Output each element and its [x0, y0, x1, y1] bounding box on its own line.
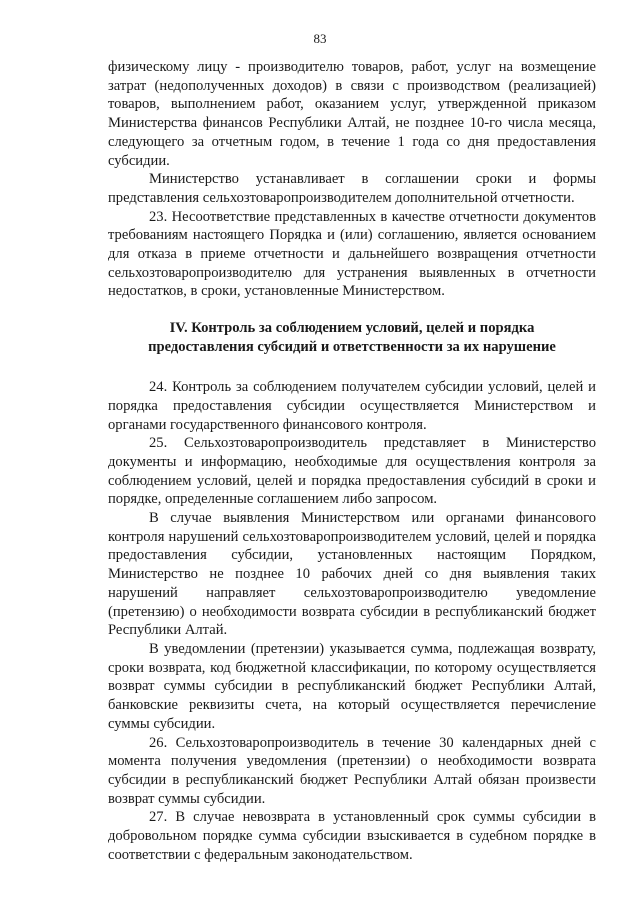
paragraph-27: 27. В случае невозврата в установленный срок суммы субсидии в добровольном порядке сумма субсидии взыскивается в судебном порядке в соответствии с федеральным законодательством.: [108, 809, 596, 863]
paragraph-24: 24. Контроль за соблюдением получателем субсидии условий, целей и порядка предоставления субсидии осуществляется Министерством и органами государственного финансового контроля.: [108, 379, 596, 433]
paragraph-continuation: физическому лицу - производителю товаров, работ, услуг на возмещение затрат (недополученных доходов) в связи с производством (реализацией) товаров, выполнением работ, оказанием услуг, утвержденной приказом Министерства финансов Республики Алтай, не позднее 10-го числа месяца, следующего за отчетным годом, в течение 1 года со дня предоставления субсидии.: [108, 59, 596, 169]
section-heading-line-1: IV. Контроль за соблюдением условий, целей и порядка: [169, 320, 535, 337]
document-body: [108, 58, 596, 864]
paragraph-23: 23. Несоответствие представленных в качестве отчетности документов требованиям настоящего Порядка и (или) соглашению, является основанием для отказа в приеме отчетности и дальнейшего возвращения отчетности сельхозтоваропроизводителю для устранения выявленных в отчетности недостатков, в сроки, установленные Министерством.: [108, 208, 596, 300]
paragraph-claim-details: В уведомлении (претензии) указывается сумма, подлежащая возврату, сроки возврата, код бюджетной классификации, по которому осуществляется возврат суммы субсидии в республиканский бюджет Республики Алтай, банковские реквизиты счета, на который осуществляется перечисление суммы субсидии.: [108, 640, 596, 732]
paragraph-additional-reporting: Министерство устанавливает в соглашении сроки и формы представления сельхозтоваропроизводителем дополнительной отчетности.: [108, 171, 596, 206]
section-heading-line-2: предоставления субсидий и ответственности за их нарушение: [148, 339, 556, 356]
section-heading-iv: [108, 301, 596, 378]
paragraph-violation-notice: В случае выявления Министерством или органами финансового контроля нарушений сельхозтоваропроизводителем условий, целей и порядка предоставления субсидии, установленных настоящим Порядком, Министерство не позднее 10 рабочих дней со дня выявления таких нарушений направляет сельхозтоваропроизводителю уведомление (претензию) о необходимости возврата субсидии в республиканский бюджет Республики Алтай.: [108, 510, 596, 639]
paragraph-25: 25. Сельхозтоваропроизводитель представляет в Министерство документы и информацию, необходимые для осуществления контроля за соблюдением условий, целей и порядка предоставления субсидий в сроки и порядке, определенные соглашением либо запросом.: [108, 435, 596, 508]
paragraph-26: 26. Сельхозтоваропроизводитель в течение 30 календарных дней с момента получения уведомления (претензии) о необходимости возврата субсидии в республиканский бюджет Республики Алтай обязан произвести возврат суммы субсидии.: [108, 734, 596, 807]
page-number: 83: [313, 31, 327, 46]
